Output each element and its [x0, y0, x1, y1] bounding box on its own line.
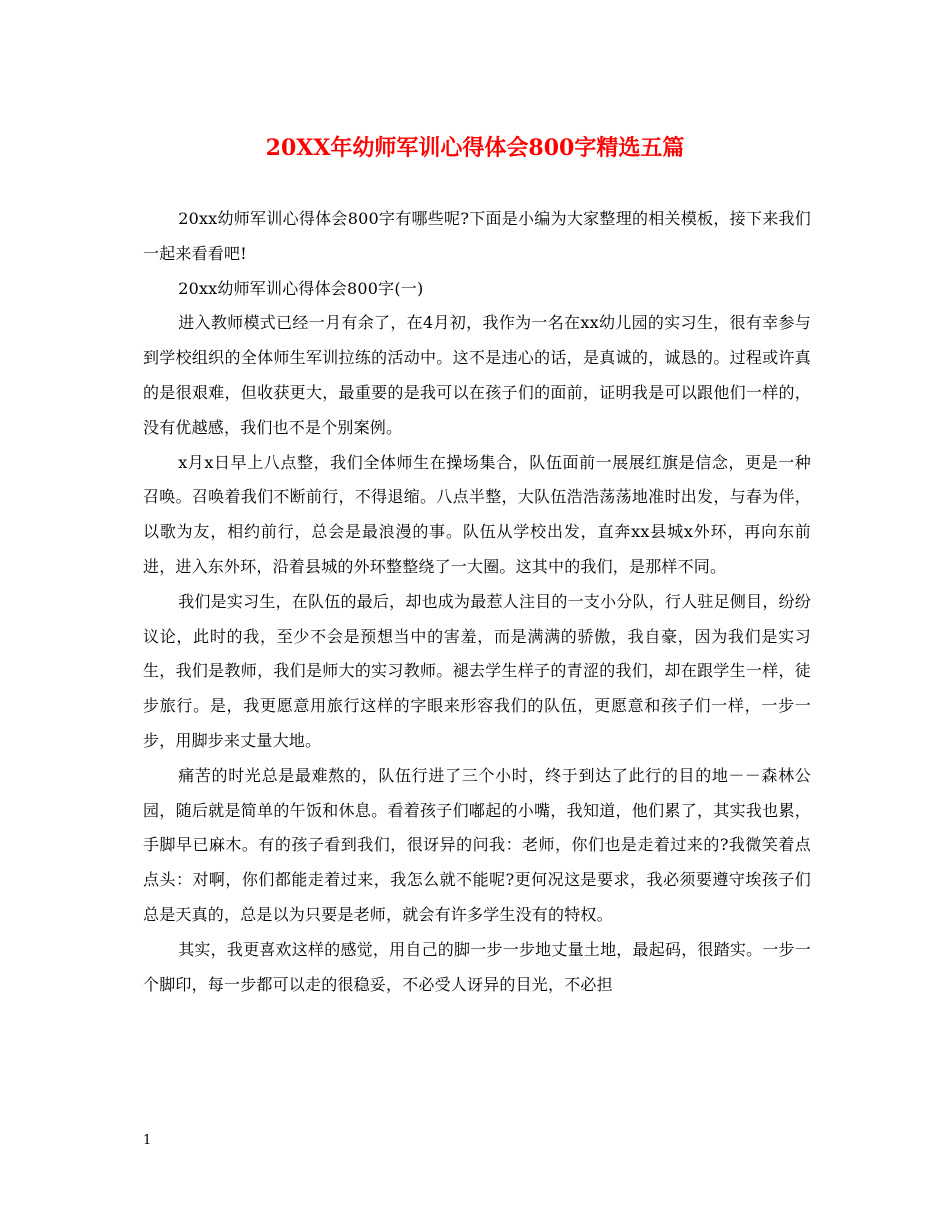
body-paragraph: 其实，我更喜欢这样的感觉，用自己的脚一步一步地丈量土地，最起码，很踏实。一步一个脚印，每一步都可以走的很稳妥，不必受人讶异的目光，不必担 — [143, 939, 811, 994]
page-number: 1 — [143, 1133, 152, 1148]
body-paragraph: x月x日早上八点整，我们全体师生在操场集合，队伍面前一展展红旗是信念，更是一种召唤。召唤着我们不断前行，不得退缩。八点半整，大队伍浩浩荡荡地准时出发，与春为伴，以歌为友，相约前行，总会是最浪漫的事。队伍从学校出发，直奔xx县城x外环，再向东前进，进入东外环，沿着县城的外环整整绕了一大圈。这其中的我们，是那样不同。 — [143, 452, 811, 576]
body-paragraph: 痛苦的时光总是最难熬的，队伍行进了三个小时，终于到达了此行的目的地－－森林公园，随后就是简单的午饭和休息。看着孩子们嘟起的小嘴，我知道，他们累了，其实我也累，手脚早已麻木。有的孩子看到我们，很讶异的问我：老师，你们也是走着过来的?我微笑着点点头：对啊，你们都能走着过来，我怎么就不能呢?更何况这是要求，我必须要遵守埃孩子们总是天真的，总是以为只要是老师，就会有许多学生没有的特权。 — [143, 765, 811, 924]
document-title: 20XX年幼师军训心得体会800字精选五篇 — [265, 135, 685, 161]
body-paragraph: 进入教师模式已经一月有余了，在4月初，我作为一名在xx幼儿园的实习生，很有幸参与到学校组织的全体师生军训拉练的活动中。这不是违心的话，是真诚的，诚恳的。过程或许真的是很艰难，但收获更大，最重要的是我可以在孩子们的面前，证明我是可以跟他们一样的，没有优越感，我们也不是个别案例。 — [143, 313, 811, 437]
document-body — [143, 202, 811, 1002]
body-paragraph: 我们是实习生，在队伍的最后，却也成为最惹人注目的一支小分队，行人驻足侧目，纷纷议论，此时的我，至少不会是预想当中的害羞，而是满满的骄傲，我自豪，因为我们是实习生，我们是教师，我们是师大的实习教师。褪去学生样子的青涩的我们，却在跟学生一样，徒步旅行。是，我更愿意用旅行这样的字眼来形容我们的队伍，更愿意和孩子们一样，一步一步，用脚步来丈量大地。 — [143, 591, 811, 750]
section-heading: 20xx幼师军训心得体会800字(一) — [178, 278, 424, 298]
intro-paragraph: 20xx幼师军训心得体会800字有哪些呢?下面是小编为大家整理的相关模板，接下来我们一起来看看吧! — [143, 209, 811, 263]
